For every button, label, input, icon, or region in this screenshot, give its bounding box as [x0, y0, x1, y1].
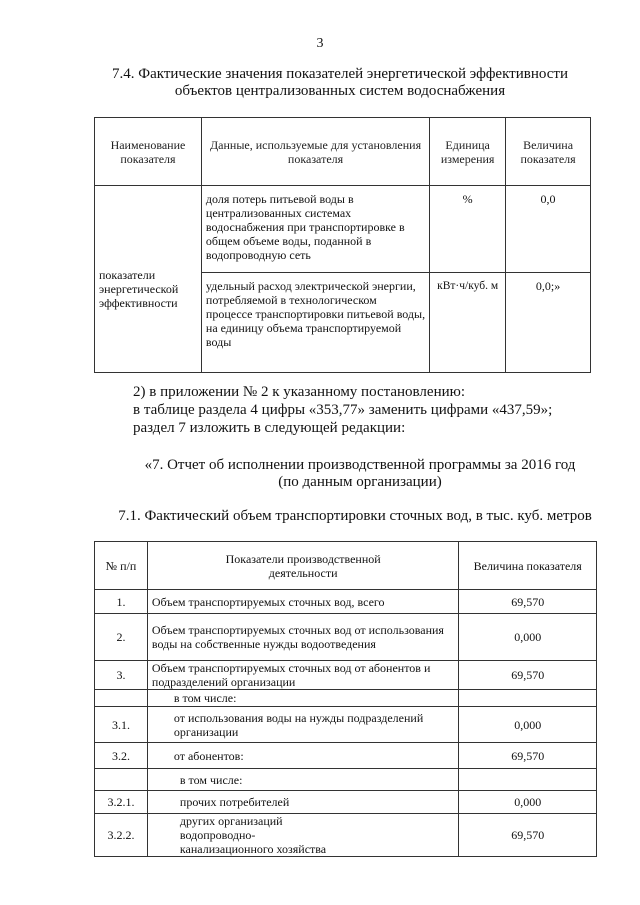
row-value: 0,0;» — [506, 273, 591, 373]
row-label: в том числе: — [147, 690, 459, 707]
row-label: Объем транспортируемых сточных вод от абонентов и подразделений организации — [147, 661, 459, 690]
row-label: Объем транспортируемых сточных вод, всего — [147, 590, 459, 614]
table-row — [95, 186, 591, 273]
row-value: 69,570 — [459, 814, 597, 857]
table-row — [95, 590, 597, 614]
row-number: 3. — [95, 661, 148, 690]
energy-efficiency-table — [94, 117, 591, 373]
amendment-line2: в таблице раздела 4 цифры «353,77» заменить цифрами «437,59»; — [133, 402, 553, 418]
indicator-group-name: показатели энергетической эффективности — [95, 186, 202, 373]
table-row — [95, 814, 597, 857]
table-header-row — [95, 118, 591, 186]
row-value: 0,000 — [459, 707, 597, 743]
row-data-description: доля потерь питьевой воды в централизованных системах водоснабжения при транспортировке в общем объеме воды, поданной в водопроводную сеть — [201, 186, 429, 273]
amendment-line3: раздел 7 изложить в следующей редакции: — [133, 420, 406, 436]
section-7-title-line1: «7. Отчет об исполнении производственной программы за 2016 год — [144, 457, 576, 473]
row-number: 3.2.1. — [95, 791, 148, 814]
row-unit: кВт·ч/куб. м — [430, 273, 506, 373]
section-7-4-title-line1: 7.4. Фактические значения показателей энергетической эффективности — [112, 66, 568, 82]
row-number: 3.2.2. — [95, 814, 148, 857]
header-unit: Единица измерения — [430, 118, 506, 186]
amendment-paragraph — [133, 383, 603, 437]
row-label: прочих потребителей — [147, 791, 459, 814]
row-value: 0,000 — [459, 614, 597, 661]
row-value: 0,0 — [506, 186, 591, 273]
section-7-title — [120, 457, 600, 491]
row-value — [459, 690, 597, 707]
row-number: 3.2. — [95, 743, 148, 769]
page-number: 3 — [316, 36, 324, 51]
row-number — [95, 690, 148, 707]
row-value — [459, 769, 597, 791]
row-label: в том числе: — [147, 769, 459, 791]
table-row — [95, 690, 597, 707]
table-row — [95, 707, 597, 743]
header-indicator-name: Наименование показателя — [95, 118, 202, 186]
header-indicators: Показатели производственной деятельности — [147, 542, 459, 590]
table-row — [95, 743, 597, 769]
row-label: от использования воды на нужды подразделений организации — [147, 707, 459, 743]
row-value: 69,570 — [459, 590, 597, 614]
table-row — [95, 614, 597, 661]
row-value: 69,570 — [459, 743, 597, 769]
header-value: Величина показателя — [459, 542, 597, 590]
table-row — [95, 769, 597, 791]
row-label: других организаций водопроводно-канализационного хозяйства — [147, 814, 459, 857]
table-row — [95, 791, 597, 814]
row-number: 2. — [95, 614, 148, 661]
header-number: № п/п — [95, 542, 148, 590]
section-7-4-title — [80, 66, 600, 100]
row-number: 3.1. — [95, 707, 148, 743]
wastewater-transport-table — [94, 541, 597, 857]
row-label: от абонентов: — [147, 743, 459, 769]
table-header-row — [95, 542, 597, 590]
section-7-4-title-line2: объектов централизованных систем водоснабжения — [174, 83, 506, 99]
amendment-line1: 2) в приложении № 2 к указанному постановлению: — [133, 384, 465, 400]
section-7-1-title: 7.1. Фактический объем транспортировки сточных вод, в тыс. куб. метров — [118, 508, 592, 524]
header-value: Величина показателя — [506, 118, 591, 186]
row-value: 0,000 — [459, 791, 597, 814]
row-number: 1. — [95, 590, 148, 614]
row-number — [95, 769, 148, 791]
row-unit: % — [430, 186, 506, 273]
section-7-title-line2: (по данным организации) — [278, 474, 442, 490]
row-data-description: удельный расход электрической энергии, потребляемой в технологическом процессе транспортировки питьевой воды, на единицу объема транспортируемой воды — [201, 273, 429, 373]
header-data-used: Данные, используемые для установления показателя — [201, 118, 429, 186]
table-row — [95, 661, 597, 690]
row-value: 69,570 — [459, 661, 597, 690]
row-label: Объем транспортируемых сточных вод от использования воды на собственные нужды водоотведения — [147, 614, 459, 661]
